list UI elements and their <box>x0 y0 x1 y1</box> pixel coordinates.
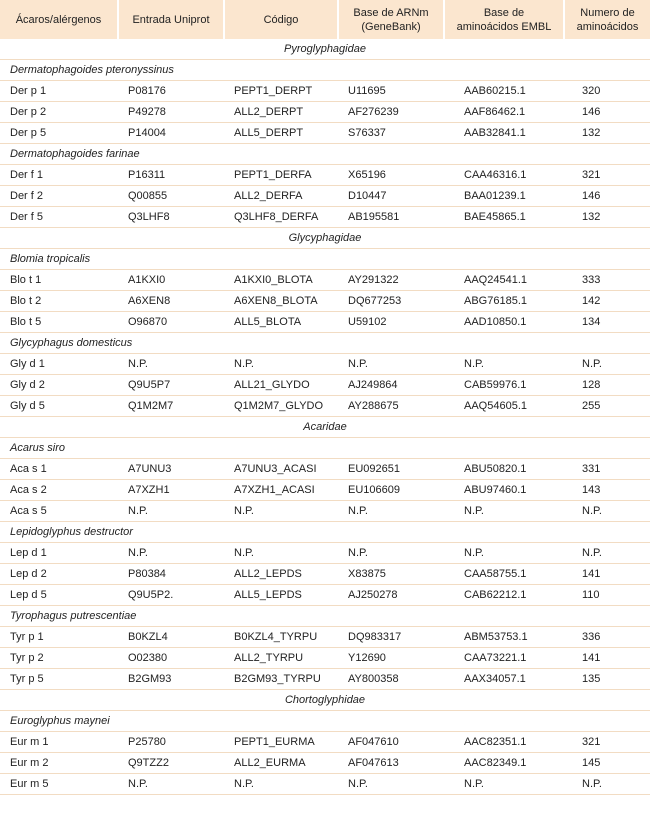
code-cell: N.P. <box>224 774 338 795</box>
table-header <box>0 0 650 39</box>
header-aminoacid-embl: Base de aminoácidos EMBL <box>444 0 564 39</box>
table-row <box>0 375 650 396</box>
species-label: Lepidoglyphus destructor <box>0 522 650 543</box>
allergen-cell: Blo t 1 <box>0 270 118 291</box>
table-row <box>0 627 650 648</box>
table-row <box>0 669 650 690</box>
embl-cell: AAQ54605.1 <box>444 396 564 417</box>
code-cell: A6XEN8_BLOTA <box>224 291 338 312</box>
aminoacid-count-cell: N.P. <box>564 501 650 522</box>
genebank-cell: AY291322 <box>338 270 444 291</box>
table-row <box>0 81 650 102</box>
code-cell: N.P. <box>224 543 338 564</box>
family-row <box>0 39 650 60</box>
allergen-cell: Der f 5 <box>0 207 118 228</box>
species-label: Tyrophagus putrescentiae <box>0 606 650 627</box>
table-row <box>0 291 650 312</box>
allergen-cell: Tyr p 1 <box>0 627 118 648</box>
header-uniprot-entry: Entrada Uniprot <box>118 0 224 39</box>
uniprot-cell: P49278 <box>118 102 224 123</box>
species-label: Blomia tropicalis <box>0 249 650 270</box>
species-row <box>0 249 650 270</box>
embl-cell: CAB62212.1 <box>444 585 564 606</box>
aminoacid-count-cell: 132 <box>564 123 650 144</box>
code-cell: N.P. <box>224 354 338 375</box>
code-cell: PEPT1_DERPT <box>224 81 338 102</box>
code-cell: ALL2_DERPT <box>224 102 338 123</box>
embl-cell: ABG76185.1 <box>444 291 564 312</box>
table-row <box>0 165 650 186</box>
embl-cell: AAC82349.1 <box>444 753 564 774</box>
genebank-cell: DQ677253 <box>338 291 444 312</box>
aminoacid-count-cell: 134 <box>564 312 650 333</box>
uniprot-cell: P25780 <box>118 732 224 753</box>
code-cell: ALL2_LEPDS <box>224 564 338 585</box>
code-cell: ALL5_DERPT <box>224 123 338 144</box>
allergen-cell: Eur m 5 <box>0 774 118 795</box>
allergen-cell: Aca s 5 <box>0 501 118 522</box>
allergen-cell: Lep d 5 <box>0 585 118 606</box>
code-cell: Q3LHF8_DERFA <box>224 207 338 228</box>
allergen-cell: Lep d 2 <box>0 564 118 585</box>
uniprot-cell: Q1M2M7 <box>118 396 224 417</box>
aminoacid-count-cell: 135 <box>564 669 650 690</box>
table-row <box>0 123 650 144</box>
aminoacid-count-cell: N.P. <box>564 354 650 375</box>
genebank-cell: DQ983317 <box>338 627 444 648</box>
genebank-cell: AB195581 <box>338 207 444 228</box>
embl-cell: N.P. <box>444 774 564 795</box>
species-row <box>0 144 650 165</box>
code-cell: B2GM93_TYRPU <box>224 669 338 690</box>
uniprot-cell: P80384 <box>118 564 224 585</box>
species-row <box>0 60 650 81</box>
uniprot-cell: A6XEN8 <box>118 291 224 312</box>
code-cell: ALL2_EURMA <box>224 753 338 774</box>
embl-cell: BAE45865.1 <box>444 207 564 228</box>
embl-cell: N.P. <box>444 501 564 522</box>
aminoacid-count-cell: 321 <box>564 732 650 753</box>
allergen-cell: Gly d 1 <box>0 354 118 375</box>
embl-cell: AAB32841.1 <box>444 123 564 144</box>
embl-cell: AAX34057.1 <box>444 669 564 690</box>
family-label: Acaridae <box>0 417 650 438</box>
aminoacid-count-cell: N.P. <box>564 543 650 564</box>
table-row <box>0 270 650 291</box>
table-row <box>0 564 650 585</box>
uniprot-cell: O02380 <box>118 648 224 669</box>
aminoacid-count-cell: 141 <box>564 564 650 585</box>
aminoacid-count-cell: N.P. <box>564 774 650 795</box>
species-label: Glycyphagus domesticus <box>0 333 650 354</box>
embl-cell: AAC82351.1 <box>444 732 564 753</box>
table-row <box>0 459 650 480</box>
aminoacid-count-cell: 143 <box>564 480 650 501</box>
genebank-cell: AF276239 <box>338 102 444 123</box>
embl-cell: CAB59976.1 <box>444 375 564 396</box>
genebank-cell: U59102 <box>338 312 444 333</box>
aminoacid-count-cell: 146 <box>564 102 650 123</box>
allergen-cell: Blo t 5 <box>0 312 118 333</box>
code-cell: A7XZH1_ACASI <box>224 480 338 501</box>
table-row <box>0 102 650 123</box>
code-cell: PEPT1_DERFA <box>224 165 338 186</box>
code-cell: PEPT1_EURMA <box>224 732 338 753</box>
code-cell: ALL2_TYRPU <box>224 648 338 669</box>
allergen-cell: Der f 1 <box>0 165 118 186</box>
allergen-cell: Tyr p 5 <box>0 669 118 690</box>
aminoacid-count-cell: 320 <box>564 81 650 102</box>
table-row <box>0 753 650 774</box>
genebank-cell: U11695 <box>338 81 444 102</box>
family-label: Glycyphagidae <box>0 228 650 249</box>
header-aminoacid-count: Numero de aminoácidos <box>564 0 650 39</box>
aminoacid-count-cell: 132 <box>564 207 650 228</box>
table-row <box>0 396 650 417</box>
header-mrna-genebank: Base de ARNm (GeneBank) <box>338 0 444 39</box>
family-row <box>0 690 650 711</box>
code-cell: ALL5_BLOTA <box>224 312 338 333</box>
allergen-cell: Lep d 1 <box>0 543 118 564</box>
embl-cell: CAA73221.1 <box>444 648 564 669</box>
genebank-cell: X83875 <box>338 564 444 585</box>
uniprot-cell: A1KXI0 <box>118 270 224 291</box>
allergen-cell: Blo t 2 <box>0 291 118 312</box>
allergen-cell: Aca s 1 <box>0 459 118 480</box>
table-row <box>0 543 650 564</box>
embl-cell: AAF86462.1 <box>444 102 564 123</box>
aminoacid-count-cell: 141 <box>564 648 650 669</box>
uniprot-cell: N.P. <box>118 543 224 564</box>
header-code: Código <box>224 0 338 39</box>
embl-cell: CAA46316.1 <box>444 165 564 186</box>
species-row <box>0 333 650 354</box>
aminoacid-count-cell: 146 <box>564 186 650 207</box>
allergen-cell: Der p 2 <box>0 102 118 123</box>
species-label: Dermatophagoides farinae <box>0 144 650 165</box>
family-row <box>0 228 650 249</box>
allergen-cell: Tyr p 2 <box>0 648 118 669</box>
header-row <box>0 0 650 39</box>
uniprot-cell: N.P. <box>118 774 224 795</box>
header-mites-allergens: Ácaros/alérgenos <box>0 0 118 39</box>
embl-cell: ABU50820.1 <box>444 459 564 480</box>
embl-cell: AAD10850.1 <box>444 312 564 333</box>
uniprot-cell: P16311 <box>118 165 224 186</box>
allergen-cell: Der p 1 <box>0 81 118 102</box>
family-label: Chortoglyphidae <box>0 690 650 711</box>
aminoacid-count-cell: 142 <box>564 291 650 312</box>
allergen-cell: Der p 5 <box>0 123 118 144</box>
uniprot-cell: N.P. <box>118 354 224 375</box>
table-row <box>0 186 650 207</box>
species-row <box>0 711 650 732</box>
uniprot-cell: O96870 <box>118 312 224 333</box>
genebank-cell: N.P. <box>338 543 444 564</box>
family-row <box>0 417 650 438</box>
genebank-cell: S76337 <box>338 123 444 144</box>
genebank-cell: X65196 <box>338 165 444 186</box>
allergen-cell: Aca s 2 <box>0 480 118 501</box>
genebank-cell: AY288675 <box>338 396 444 417</box>
code-cell: B0KZL4_TYRPU <box>224 627 338 648</box>
genebank-cell: N.P. <box>338 501 444 522</box>
genebank-cell: AJ250278 <box>338 585 444 606</box>
genebank-cell: N.P. <box>338 774 444 795</box>
code-cell: A7UNU3_ACASI <box>224 459 338 480</box>
aminoacid-count-cell: 145 <box>564 753 650 774</box>
table-row <box>0 732 650 753</box>
uniprot-cell: Q9U5P2. <box>118 585 224 606</box>
code-cell: A1KXI0_BLOTA <box>224 270 338 291</box>
species-row <box>0 438 650 459</box>
uniprot-cell: N.P. <box>118 501 224 522</box>
genebank-cell: AY800358 <box>338 669 444 690</box>
species-row <box>0 522 650 543</box>
embl-cell: N.P. <box>444 354 564 375</box>
genebank-cell: AF047610 <box>338 732 444 753</box>
species-label: Acarus siro <box>0 438 650 459</box>
species-row <box>0 606 650 627</box>
family-label: Pyroglyphagidae <box>0 39 650 60</box>
embl-cell: BAA01239.1 <box>444 186 564 207</box>
genebank-cell: D10447 <box>338 186 444 207</box>
species-label: Euroglyphus maynei <box>0 711 650 732</box>
aminoacid-count-cell: 321 <box>564 165 650 186</box>
aminoacid-count-cell: 331 <box>564 459 650 480</box>
table-row <box>0 585 650 606</box>
genebank-cell: EU092651 <box>338 459 444 480</box>
uniprot-cell: Q9TZZ2 <box>118 753 224 774</box>
allergen-cell: Der f 2 <box>0 186 118 207</box>
species-label: Dermatophagoides pteronyssinus <box>0 60 650 81</box>
aminoacid-count-cell: 336 <box>564 627 650 648</box>
allergen-cell: Eur m 2 <box>0 753 118 774</box>
code-cell: ALL2_DERFA <box>224 186 338 207</box>
table-row <box>0 207 650 228</box>
aminoacid-count-cell: 333 <box>564 270 650 291</box>
aminoacid-count-cell: 255 <box>564 396 650 417</box>
table-row <box>0 480 650 501</box>
table-row <box>0 312 650 333</box>
uniprot-cell: Q3LHF8 <box>118 207 224 228</box>
embl-cell: ABU97460.1 <box>444 480 564 501</box>
genebank-cell: AF047613 <box>338 753 444 774</box>
uniprot-cell: B2GM93 <box>118 669 224 690</box>
uniprot-cell: P08176 <box>118 81 224 102</box>
code-cell: ALL21_GLYDO <box>224 375 338 396</box>
embl-cell: ABM53753.1 <box>444 627 564 648</box>
uniprot-cell: A7UNU3 <box>118 459 224 480</box>
aminoacid-count-cell: 128 <box>564 375 650 396</box>
table-body <box>0 39 650 795</box>
embl-cell: CAA58755.1 <box>444 564 564 585</box>
genebank-cell: EU106609 <box>338 480 444 501</box>
embl-cell: AAQ24541.1 <box>444 270 564 291</box>
uniprot-cell: Q00855 <box>118 186 224 207</box>
table-row <box>0 354 650 375</box>
table-row <box>0 501 650 522</box>
code-cell: Q1M2M7_GLYDO <box>224 396 338 417</box>
aminoacid-count-cell: 110 <box>564 585 650 606</box>
table-row <box>0 648 650 669</box>
code-cell: ALL5_LEPDS <box>224 585 338 606</box>
allergen-cell: Eur m 1 <box>0 732 118 753</box>
uniprot-cell: P14004 <box>118 123 224 144</box>
allergen-cell: Gly d 5 <box>0 396 118 417</box>
uniprot-cell: Q9U5P7 <box>118 375 224 396</box>
table-row <box>0 774 650 795</box>
genebank-cell: Y12690 <box>338 648 444 669</box>
code-cell: N.P. <box>224 501 338 522</box>
embl-cell: N.P. <box>444 543 564 564</box>
uniprot-cell: B0KZL4 <box>118 627 224 648</box>
genebank-cell: N.P. <box>338 354 444 375</box>
genebank-cell: AJ249864 <box>338 375 444 396</box>
embl-cell: AAB60215.1 <box>444 81 564 102</box>
uniprot-cell: A7XZH1 <box>118 480 224 501</box>
allergen-cell: Gly d 2 <box>0 375 118 396</box>
